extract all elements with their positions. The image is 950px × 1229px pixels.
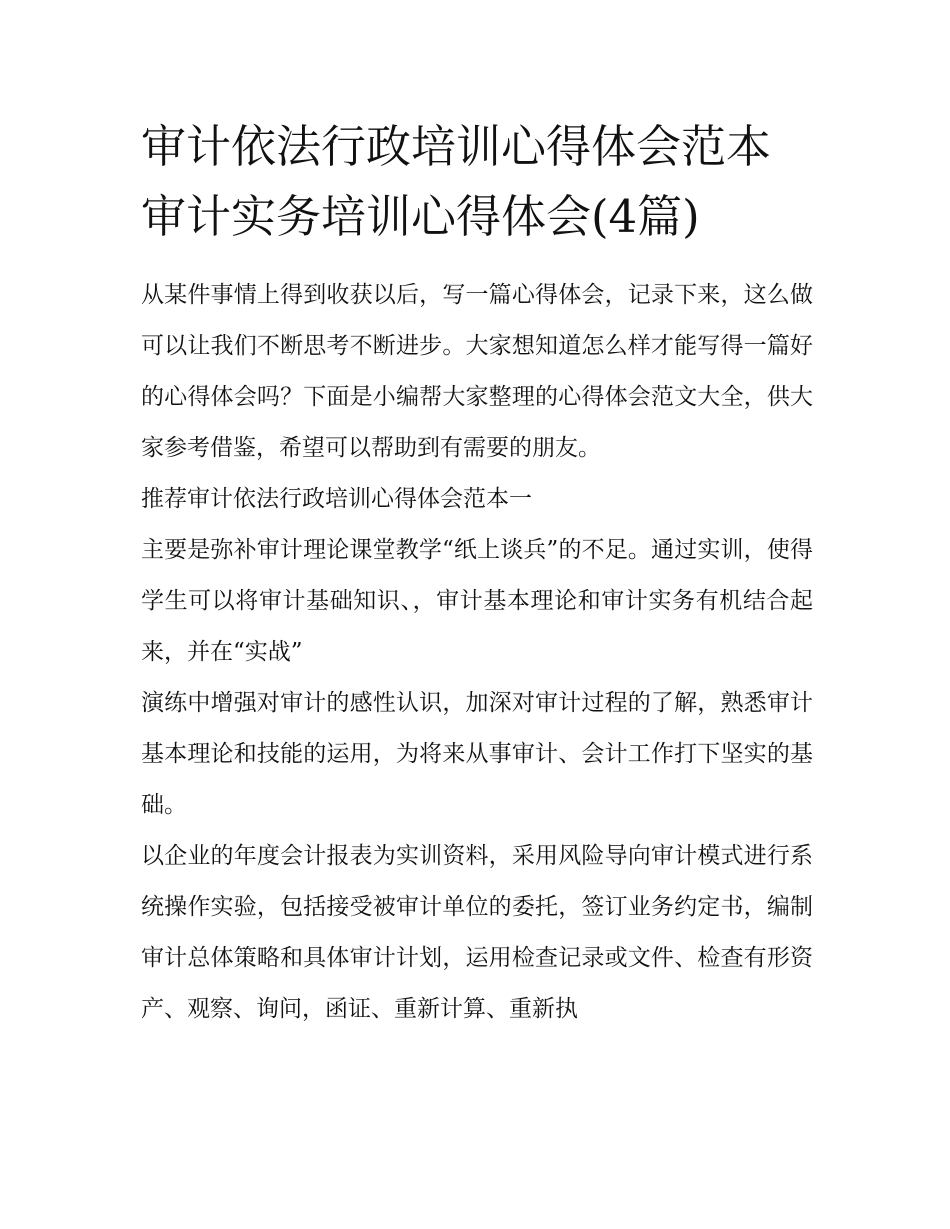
document-content — [141, 112, 813, 1035]
document-title: 审计依法行政培训心得体会范本 审计实务培训心得体会(4篇) — [141, 120, 772, 243]
paragraph-intro: 从某件事情上得到收获以后，写一篇心得体会，记录下来，这么做可以让我们不断思考不断进步。大家想知道怎么样才能写得一篇好的心得体会吗？下面是小编帮大家整理的心得体会范文大全，供大家参考借鉴，希望可以帮助到有需要的朋友。 — [141, 282, 813, 461]
paragraph-purpose: 主要是弥补审计理论课堂教学“纸上谈兵”的不足。通过实训，使得学生可以将审计基础知识、，审计基本理论和审计实务有机结合起来，并在“实战” — [141, 537, 813, 665]
document-body — [141, 270, 813, 1035]
paragraph-method: 以企业的年度会计报表为实训资料，采用风险导向审计模式进行系统操作实验，包括接受被审计单位的委托，签订业务约定书，编制审计总体策略和具体审计计划，运用检查记录或文件、检查有形资产、观察、询问，函证、重新计算、重新执 — [141, 843, 813, 1022]
paragraph-practice: 演练中增强对审计的感性认识，加深对审计过程的了解，熟悉审计基本理论和技能的运用，为将来从事审计、会计工作打下坚实的基础。 — [141, 690, 813, 818]
section-heading: 推荐审计依法行政培训心得体会范本一 — [141, 486, 532, 512]
